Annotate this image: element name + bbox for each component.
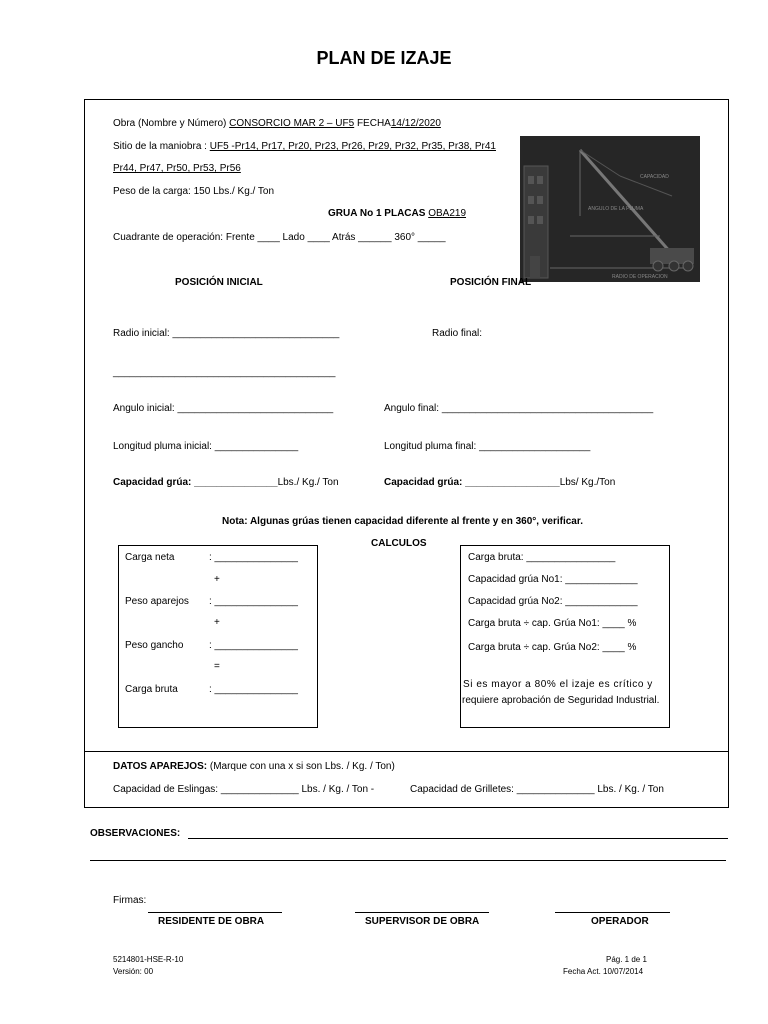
firmas-label: Firmas: <box>113 895 147 906</box>
peso-aparejos-label: Peso aparejos <box>125 596 189 607</box>
observaciones-label: OBSERVACIONES: <box>90 828 181 839</box>
obra-value: CONSORCIO MAR 2 – UF5 <box>229 118 355 129</box>
footer-fecha-act: Fecha Act. 10/07/2014 <box>563 967 644 976</box>
photo-label-capacidad: CAPACIDAD <box>640 174 669 180</box>
plus-1: + <box>214 574 220 585</box>
capacidad-grua-no2: Capacidad grúa No2: _____________ <box>468 596 638 607</box>
plus-2: + <box>214 617 220 628</box>
radio-inicial: Radio inicial: ______________________________ <box>113 328 340 339</box>
obra-row <box>113 118 441 129</box>
sitio-value-1: UF5 -Pr14, Pr17, Pr20, Pr23, Pr26, Pr29, Pr32, Pr35, Pr38, Pr41 <box>209 141 496 152</box>
peso-carga: Peso de la carga: 150 Lbs./ Kg./ Ton <box>113 186 275 197</box>
crane-diagram-image <box>520 136 700 282</box>
firma-line-supervisor <box>355 912 489 913</box>
capacidad-final-unit: Lbs/ Kg./Ton <box>559 477 616 488</box>
grua-row <box>328 208 466 219</box>
datos-aparejos-row <box>113 761 395 772</box>
peso-aparejos-field: : _______________ <box>209 596 298 607</box>
sitio-row <box>113 141 496 152</box>
nota-capacidad: Nota: Algunas grúas tienen capacidad diferente al frente y en 360°, verificar. <box>222 516 583 527</box>
photo-label-angulo: ANGULO DE LA PLUMA <box>588 206 644 212</box>
aparejos-divider <box>84 751 729 752</box>
radio-extra-line: ________________________________________ <box>113 367 336 378</box>
footer-page: Pág. 1 de 1 <box>606 955 647 964</box>
posicion-final-title: POSICIÓN FINAL <box>450 277 532 288</box>
capacidad-grua-inicial <box>113 477 339 488</box>
firma-line-operador <box>555 912 670 913</box>
firma-supervisor: SUPERVISOR DE OBRA <box>365 916 480 927</box>
grua-label: GRUA No 1 PLACAS <box>328 208 426 219</box>
longitud-pluma-inicial: Longitud pluma inicial: _______________ <box>113 441 299 452</box>
radio-final: Radio final: <box>432 328 483 339</box>
capacidad-inicial-label: Capacidad grúa: _______________ <box>113 477 278 488</box>
posicion-inicial-title: POSICIÓN INICIAL <box>175 277 263 288</box>
capacidad-eslingas: Capacidad de Eslingas: ______________ Lbs. / Kg. / Ton - <box>113 784 375 795</box>
warning-line-1: Si es mayor a 80% el izaje es crítico y <box>463 679 653 690</box>
calculos-title: CALCULOS <box>371 538 427 549</box>
carga-neta-label: Carga neta <box>125 552 175 563</box>
firma-line-residente <box>148 912 282 913</box>
porcentaje-grua-no2: Carga bruta ÷ cap. Grúa No2: ____ % <box>468 642 637 653</box>
sitio-value-2: Pr44, Pr47, Pr50, Pr53, Pr56 <box>113 163 241 174</box>
cuadrante-operacion: Cuadrante de operación: Frente ____ Lado ____ Atrás ______ 360° _____ <box>113 232 446 243</box>
capacidad-grua-no1: Capacidad grúa No1: _____________ <box>468 574 638 585</box>
capacidad-final-label: Capacidad grúa: _________________ <box>384 477 560 488</box>
capacidad-inicial-unit: Lbs./ Kg./ Ton <box>277 477 339 488</box>
datos-aparejos-subtitle: (Marque con una x si son Lbs. / Kg. / Ton) <box>209 761 395 772</box>
sitio-label: Sitio de la maniobra : <box>113 141 207 152</box>
capacidad-grua-final <box>384 477 615 488</box>
peso-gancho-label: Peso gancho <box>125 640 184 651</box>
firma-operador: OPERADOR <box>591 916 649 927</box>
obra-label: Obra (Nombre y Número) <box>113 118 227 129</box>
datos-aparejos-title: DATOS APAREJOS: <box>113 761 208 772</box>
firma-residente: RESIDENTE DE OBRA <box>158 916 265 927</box>
capacidad-grilletes: Capacidad de Grilletes: ______________ Lbs. / Kg. / Ton <box>410 784 664 795</box>
longitud-pluma-final: Longitud pluma final: ____________________ <box>384 441 591 452</box>
angulo-final: Angulo final: ______________________________________ <box>384 403 654 414</box>
footer-version: Versión: 00 <box>113 967 154 976</box>
right-carga-bruta: Carga bruta: ________________ <box>468 552 616 563</box>
footer-code: 5214801-HSE-R-10 <box>113 955 184 964</box>
carga-bruta-field: : _______________ <box>209 684 298 695</box>
observaciones-line-1 <box>188 838 728 839</box>
warning-line-2: requiere aprobación de Seguridad Industrial. <box>462 695 660 706</box>
carga-bruta-label: Carga bruta <box>125 684 178 695</box>
porcentaje-grua-no1: Carga bruta ÷ cap. Grúa No1: ____ % <box>468 618 637 629</box>
equals: = <box>214 661 220 672</box>
fecha-label: FECHA <box>356 118 391 129</box>
photo-label-radio: RADIO DE OPERACION <box>612 274 668 280</box>
peso-gancho-field: : _______________ <box>209 640 298 651</box>
fecha-value: 14/12/2020 <box>390 118 441 129</box>
calculos-left-box <box>118 545 318 728</box>
carga-neta-field: : _______________ <box>209 552 298 563</box>
page-title: PLAN DE IZAJE <box>316 48 452 68</box>
grua-placa: OBA219 <box>428 208 467 219</box>
observaciones-line-2 <box>90 860 726 861</box>
angulo-inicial: Angulo inicial: ____________________________ <box>113 403 334 414</box>
